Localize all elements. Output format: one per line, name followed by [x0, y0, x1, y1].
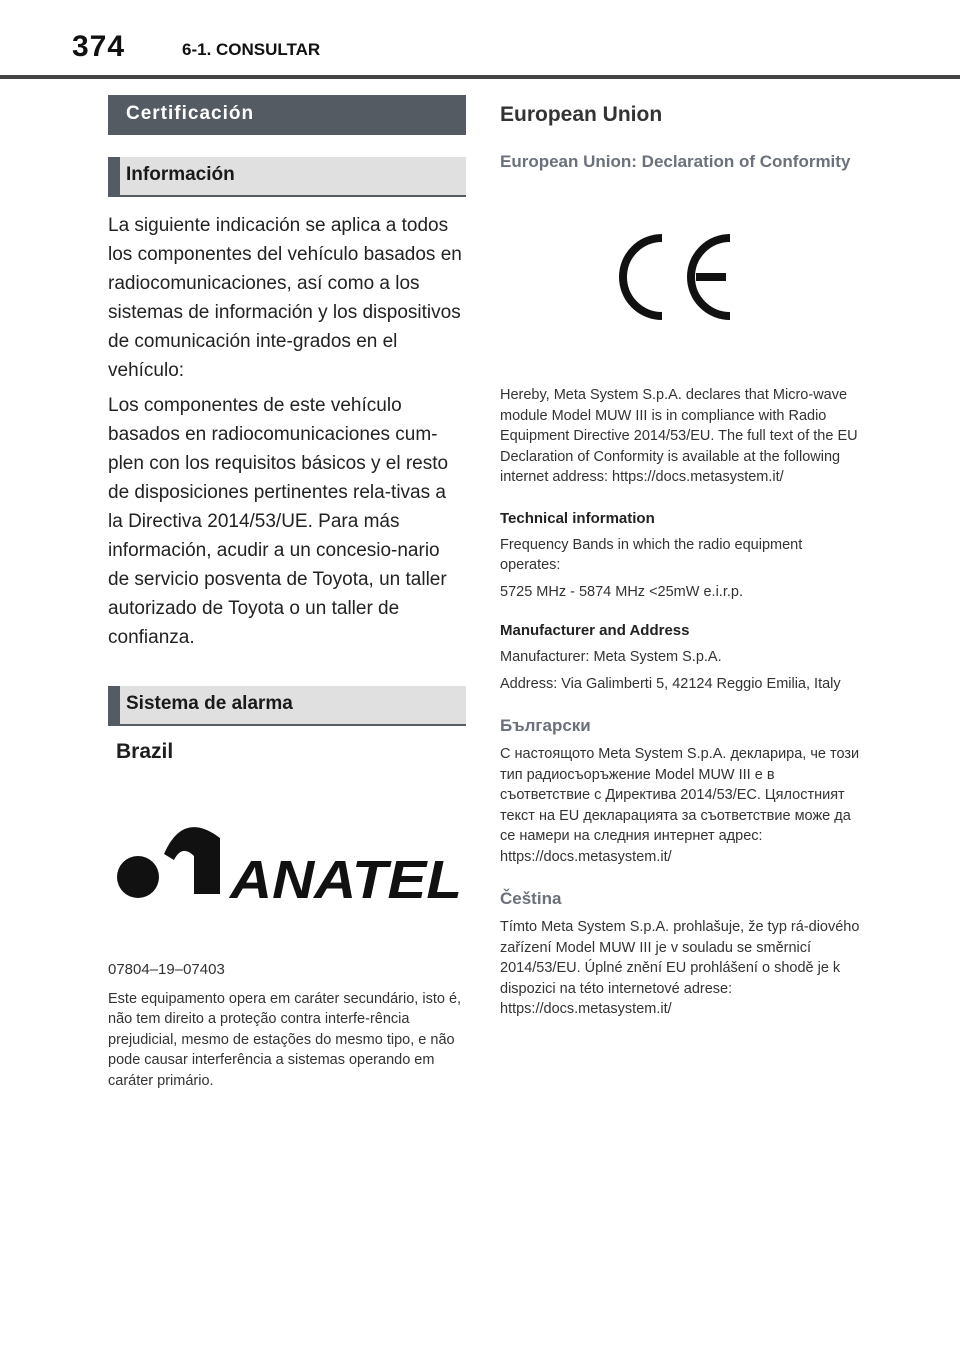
alarm-heading: Sistema de alarma	[108, 686, 466, 726]
czech-heading: Čeština	[500, 889, 562, 908]
ce-mark-c	[623, 238, 662, 316]
ce-mark-icon	[618, 231, 738, 323]
right-column	[500, 95, 860, 1020]
manufacturer-text-1: Manufacturer: Meta System S.p.A.	[500, 649, 722, 665]
anatel-note: Este equipamento opera em caráter secundário, isto é, não tem direito a proteção contra interfe-rência prejudicial, mesmo de estações do mesmo tipo, e não pode causar interferência a sistemas operando em caráter primário.	[108, 990, 462, 1089]
bulgarian-text: С настоящото Meta System S.p.A. декларира, че този тип радиосъоръжение Model MUW III е в съответствие с Директива 2014/53/ЕС. Цялостният текст на EU декларацията за съответствие може да се намери на следния интернет адрес: https://docs.metasystem.it/	[500, 746, 860, 865]
info-heading: Información	[108, 157, 466, 197]
page-number: 374	[72, 30, 126, 63]
ce-mark-text: CE	[618, 231, 620, 232]
tech-text-1: Frequency Bands in which the radio equipment operates:	[500, 536, 803, 573]
bulgarian-heading: Български	[500, 716, 591, 735]
page-header	[0, 0, 960, 80]
manufacturer-heading: Manufacturer and Address	[500, 622, 690, 639]
anatel-logo	[108, 816, 466, 912]
tech-heading: Technical information	[500, 509, 655, 527]
tech-text-2: 5725 MHz - 5874 MHz <25mW e.i.r.p.	[500, 583, 743, 600]
left-column	[108, 95, 466, 1091]
header-divider	[0, 75, 960, 79]
brazil-heading: Brazil	[116, 740, 174, 763]
declaration-text: Hereby, Meta System S.p.A. declares that Micro-wave module Model MUW III is in compliance with Radio Equipment Directive 2014/53/EU. The full text of the EU Declaration of Conformity is available at the following internet address: https://docs.metasystem.it/	[500, 387, 858, 485]
anatel-logo-text: ANATEL	[227, 850, 462, 910]
anatel-logo-arc	[164, 827, 220, 894]
section-title: 6-1. CONSULTAR	[182, 40, 321, 59]
info-paragraph-2: Los componentes de este vehículo basados en radiocomunicaciones cum-plen con los requisitos básicos y el resto de disposiciones pertinentes rela-tivas a la Directiva 2014/53/UE. Para más información, acudir a un concesio-nario de servicio posventa de Toyota, un taller autorizado de Toyota o un taller de confianza.	[108, 395, 449, 648]
czech-text: Tímto Meta System S.p.A. prohlašuje, že typ rá-diového zařízení Model MUW III je v souladu se směrnicí 2014/53/EU. Úplné znění EU prohlášení o shodě je k dispozici na této internetové adrese: https://docs.metasystem.it/	[500, 919, 860, 1017]
anatel-code: 07804–19–07403	[108, 961, 225, 978]
anatel-logo-dot	[117, 856, 159, 898]
info-paragraph-1: La siguiente indicación se aplica a todos los componentes del vehículo basados en radiocomunicaciones, así como a los sistemas de información y los dispositivos de comunicación inte-grados en el vehículo:	[108, 215, 462, 381]
manufacturer-text-2: Address: Via Galimberti 5, 42124 Reggio Emilia, Italy	[500, 675, 841, 692]
certification-banner: Certificación	[108, 95, 466, 135]
doc-heading: European Union: Declaration of Conformity	[500, 152, 851, 171]
eu-heading: European Union	[500, 103, 663, 126]
